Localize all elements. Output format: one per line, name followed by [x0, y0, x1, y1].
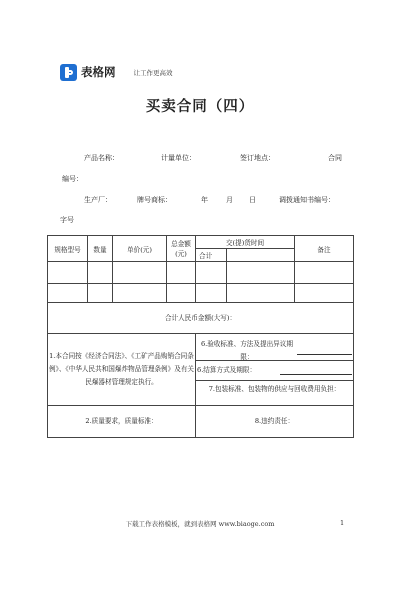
header [60, 63, 173, 81]
cell[interactable] [167, 262, 196, 284]
sign-place-label: 签订地点： [240, 154, 275, 162]
header-total: 合计 [196, 249, 227, 262]
cell[interactable] [88, 262, 113, 284]
footer-text: 下载工作表格模板，就到表格网 www.biaoge.com [125, 520, 275, 528]
cell[interactable] [196, 262, 227, 284]
cell[interactable] [113, 284, 167, 303]
brand-name: 表格网 [81, 65, 116, 79]
header-price: 单价(元) [113, 236, 167, 262]
cell[interactable] [167, 284, 196, 303]
header-qty: 数量 [88, 236, 113, 262]
cell[interactable] [113, 262, 167, 284]
acceptance-blank[interactable] [297, 346, 352, 355]
cell[interactable] [295, 262, 354, 284]
allocation-notice-label: 调拨通知书编号： [279, 196, 335, 204]
slogan: 让工作更高效 [133, 68, 173, 77]
brand-trademark-label: 牌号商标： [137, 196, 172, 204]
clause-1: 1.本合同按《经济合同法》、《工矿产品购销合同条例》、《中华人民共和国爆炸物品管理条例》及有关民爆器材管理规定执行。 [48, 334, 196, 406]
biaoge-logo-icon [60, 64, 77, 81]
cell[interactable] [196, 284, 227, 303]
clause-acceptance: 6.验收标准、方法及提出异议期限： [200, 339, 293, 361]
document-title: 买卖合同（四） [145, 99, 255, 115]
day-label: 日 [249, 196, 256, 204]
delivery-blank-cell[interactable] [227, 249, 295, 262]
total-rmb-label: 合计人民币金额(大写)： [164, 313, 237, 322]
cell[interactable] [48, 284, 88, 303]
cell[interactable] [227, 262, 295, 284]
clause-packaging: 7.包装标准、包装物的供应与回收费用负担： [208, 385, 341, 393]
cell[interactable] [295, 284, 354, 303]
month-label: 月 [226, 196, 233, 204]
contract-number-label: 编号： [62, 175, 83, 183]
product-name-label: 产品名称： [84, 154, 119, 162]
header-amount: 总金额(元) [167, 236, 196, 262]
header-spec: 规格型号 [48, 236, 88, 262]
clause-2: 2.质量要求，质量标准： [48, 406, 196, 438]
clause-settlement: 6.结算方式及期限： [197, 366, 257, 374]
table-row [48, 284, 354, 303]
settlement-blank[interactable] [280, 366, 352, 375]
total-rmb-row [48, 303, 354, 334]
clause-8: 8.违约责任： [196, 406, 354, 438]
clauses-right-cell [196, 334, 354, 406]
table-row [48, 262, 354, 284]
char-number-label: 字号 [60, 216, 74, 224]
contract-table [47, 235, 354, 438]
header-delivery-time: 交(提)货时间 [196, 236, 295, 249]
cell[interactable] [48, 262, 88, 284]
header-remark: 备注 [295, 236, 354, 262]
cell[interactable] [88, 284, 113, 303]
page-number: 1 [340, 519, 345, 527]
contract-label: 合同 [328, 154, 342, 162]
year-label: 年 [201, 196, 208, 204]
unit-label: 计量单位： [161, 154, 196, 162]
cell[interactable] [227, 284, 295, 303]
manufacturer-label: 生产厂： [84, 196, 112, 204]
